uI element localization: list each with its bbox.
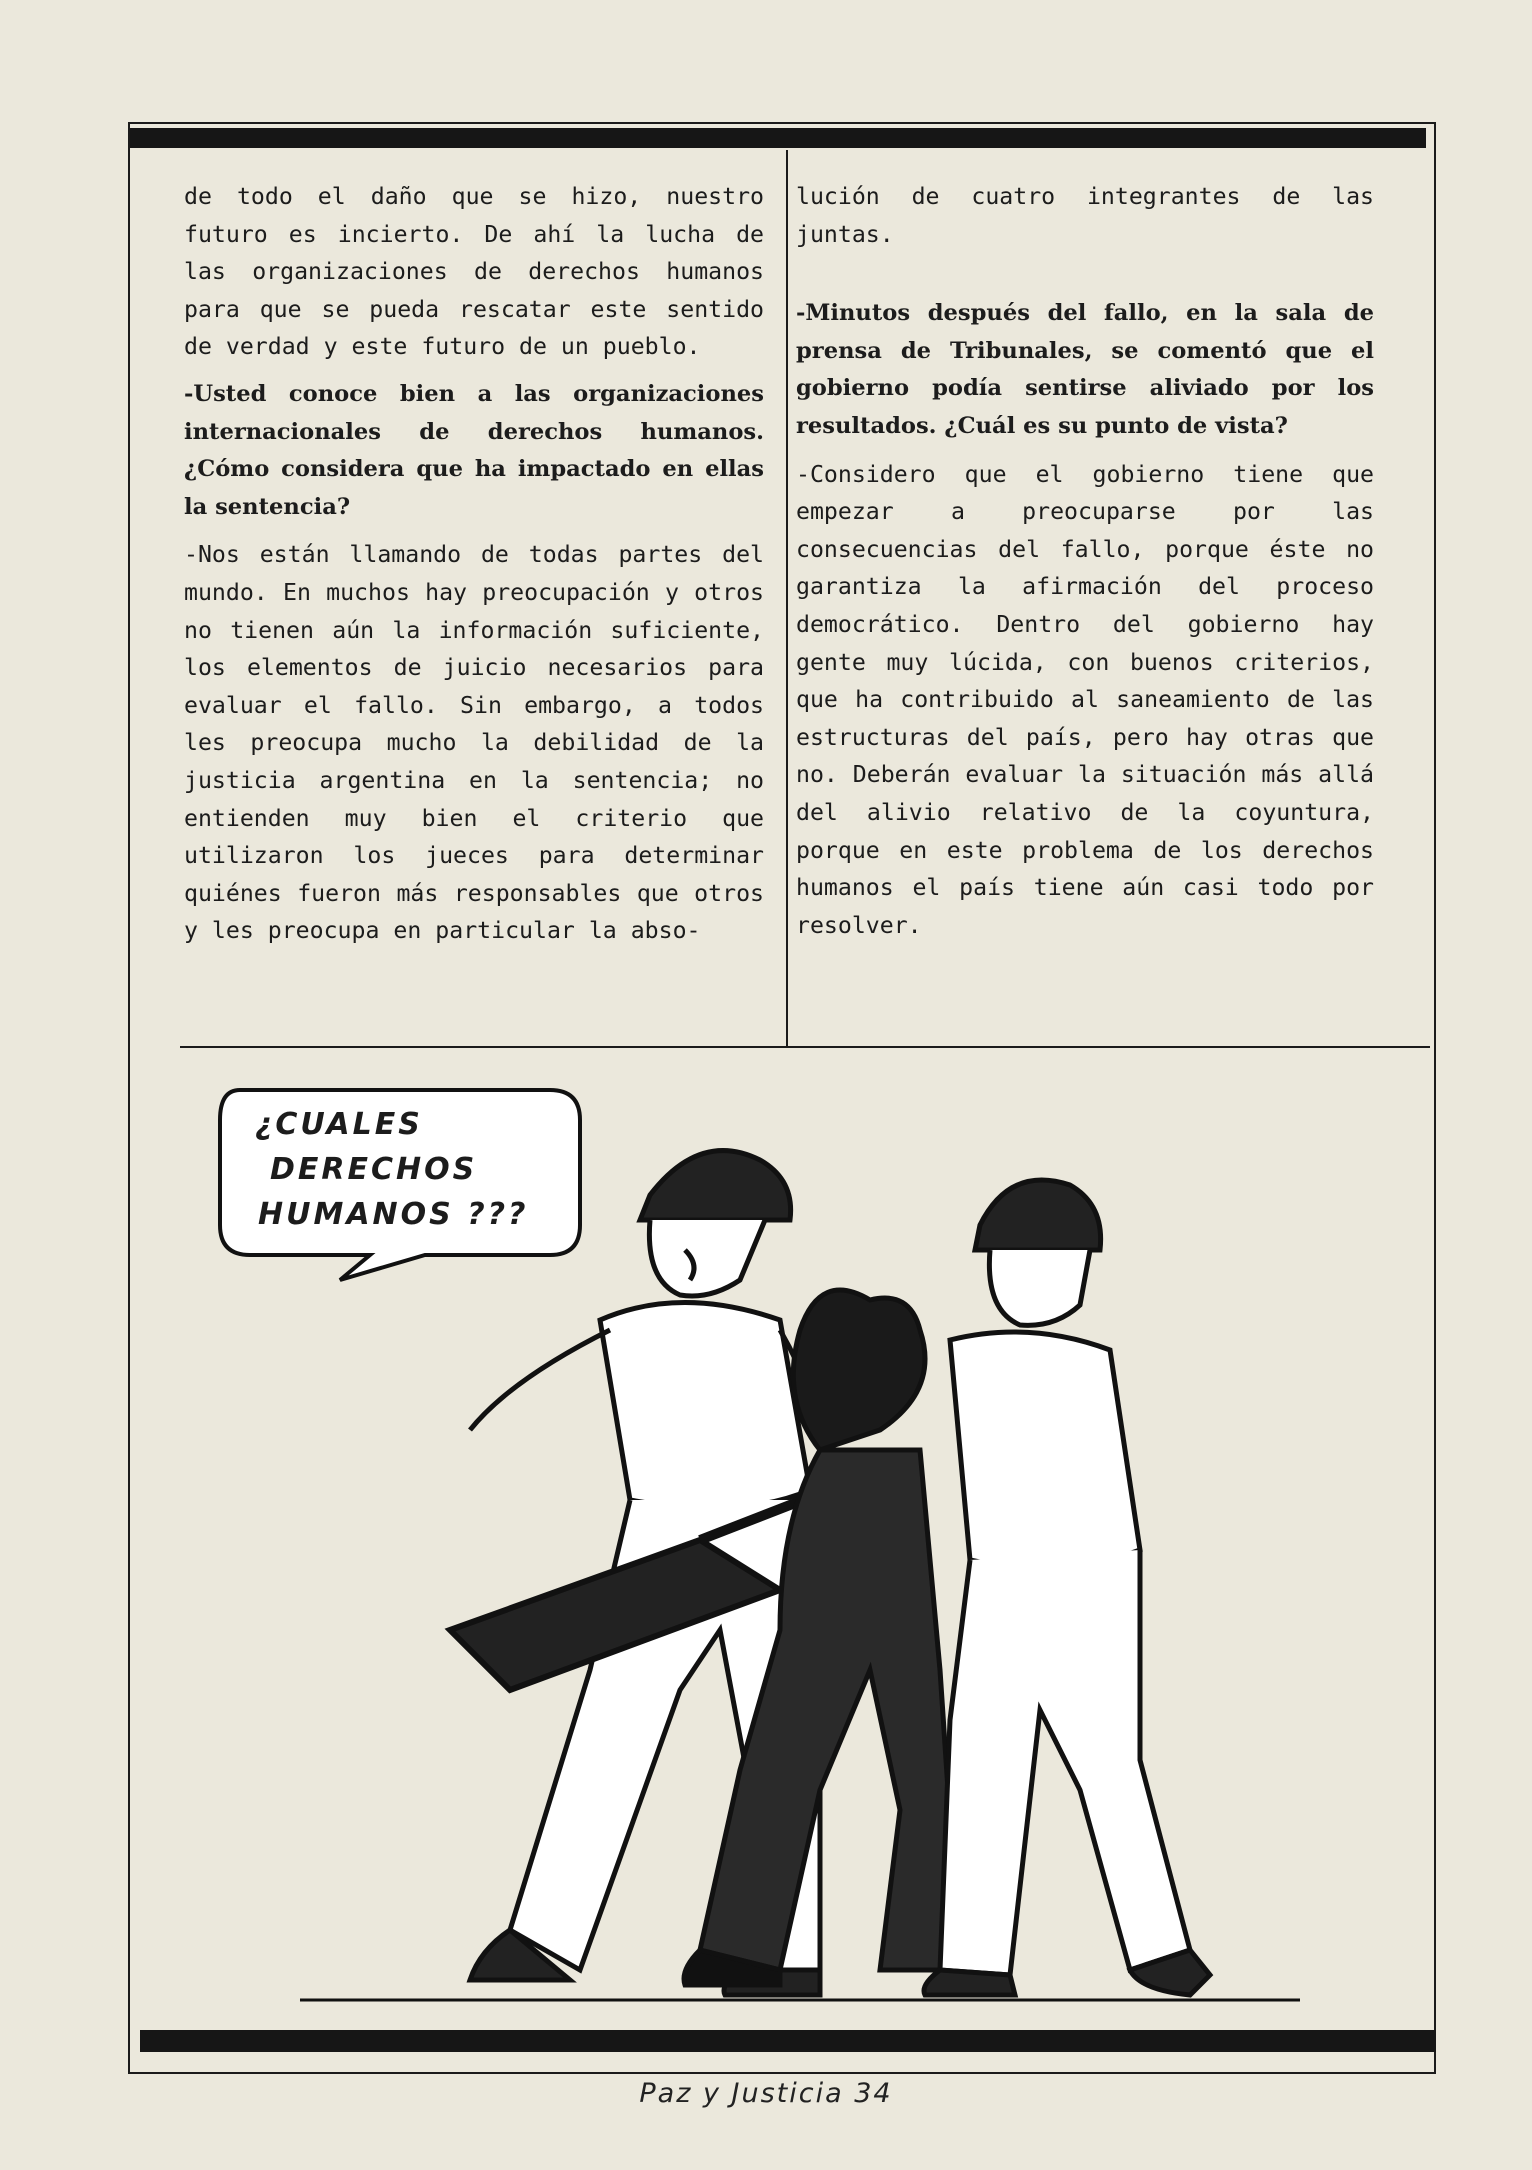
right-paragraph-1: lución de cuatro integrantes de las juntas. bbox=[796, 183, 1374, 248]
left-paragraph-1: de todo el daño que se hizo, nuestro futuro es incierto. De ahí la lucha de las organizaciones de derechos humanos para que se pueda rescatar este sentido de verdad y este futuro de un pueblo. bbox=[184, 183, 764, 361]
left-answer: -Nos están llamando de todas partes del mundo. En muchos hay preocupación y otros no tienen aún la información suficiente, los elementos de juicio necesarios para evaluar el fallo. Sin embargo, a todos les preocupa mucho la debilidad de la justicia argentina en la sentencia; no entienden muy bien el criterio que utilizaron los jueces para determinar quiénes fueron más responsables que otros y les preocupa en particular la abso- bbox=[184, 541, 764, 945]
bubble-line-3: HUMANOS ??? bbox=[258, 1197, 529, 1232]
section-rule bbox=[180, 1046, 1430, 1048]
soldier-escort bbox=[924, 1180, 1210, 1995]
bubble-line-1: ¿CUALES bbox=[255, 1107, 423, 1142]
bubble-line-2: DERECHOS bbox=[270, 1152, 478, 1187]
bottom-rule bbox=[140, 2030, 1436, 2052]
right-column bbox=[796, 178, 1374, 944]
left-column bbox=[184, 178, 764, 950]
page-number: 34 bbox=[854, 2078, 893, 2109]
right-answer: -Considero que el gobierno tiene que empezar a preocuparse por las consecuencias del fallo, porque éste no garantiza la afirmación del proceso democrático. Dentro del gobierno hay gente muy lúcida, con buenos criterios, que ha contribuido al saneamiento de las estructuras del país, pero hay otras que no. Deberán evaluar la situación más allá del alivio relativo de la coyuntura, porque en este problema de los derechos humanos el país tiene aún casi todo por resolver. bbox=[796, 460, 1374, 939]
right-question: -Minutos después del fallo, en la sala de prensa de Tribunales, se comentó que el gobierno podía sentirse aliviado por los resultados. ¿Cuál es su punto de vista? bbox=[796, 300, 1374, 439]
cartoon-illustration bbox=[180, 1070, 1330, 2020]
page-footer bbox=[0, 2078, 1532, 2109]
publication-name: Paz y Justicia bbox=[639, 2078, 844, 2109]
column-divider bbox=[786, 150, 788, 1046]
left-question: -Usted conoce bien a las organizaciones internacionales de derechos humanos. ¿Cómo considera que ha impactado en ellas la sentencia? bbox=[184, 380, 764, 520]
top-rule bbox=[130, 128, 1426, 148]
